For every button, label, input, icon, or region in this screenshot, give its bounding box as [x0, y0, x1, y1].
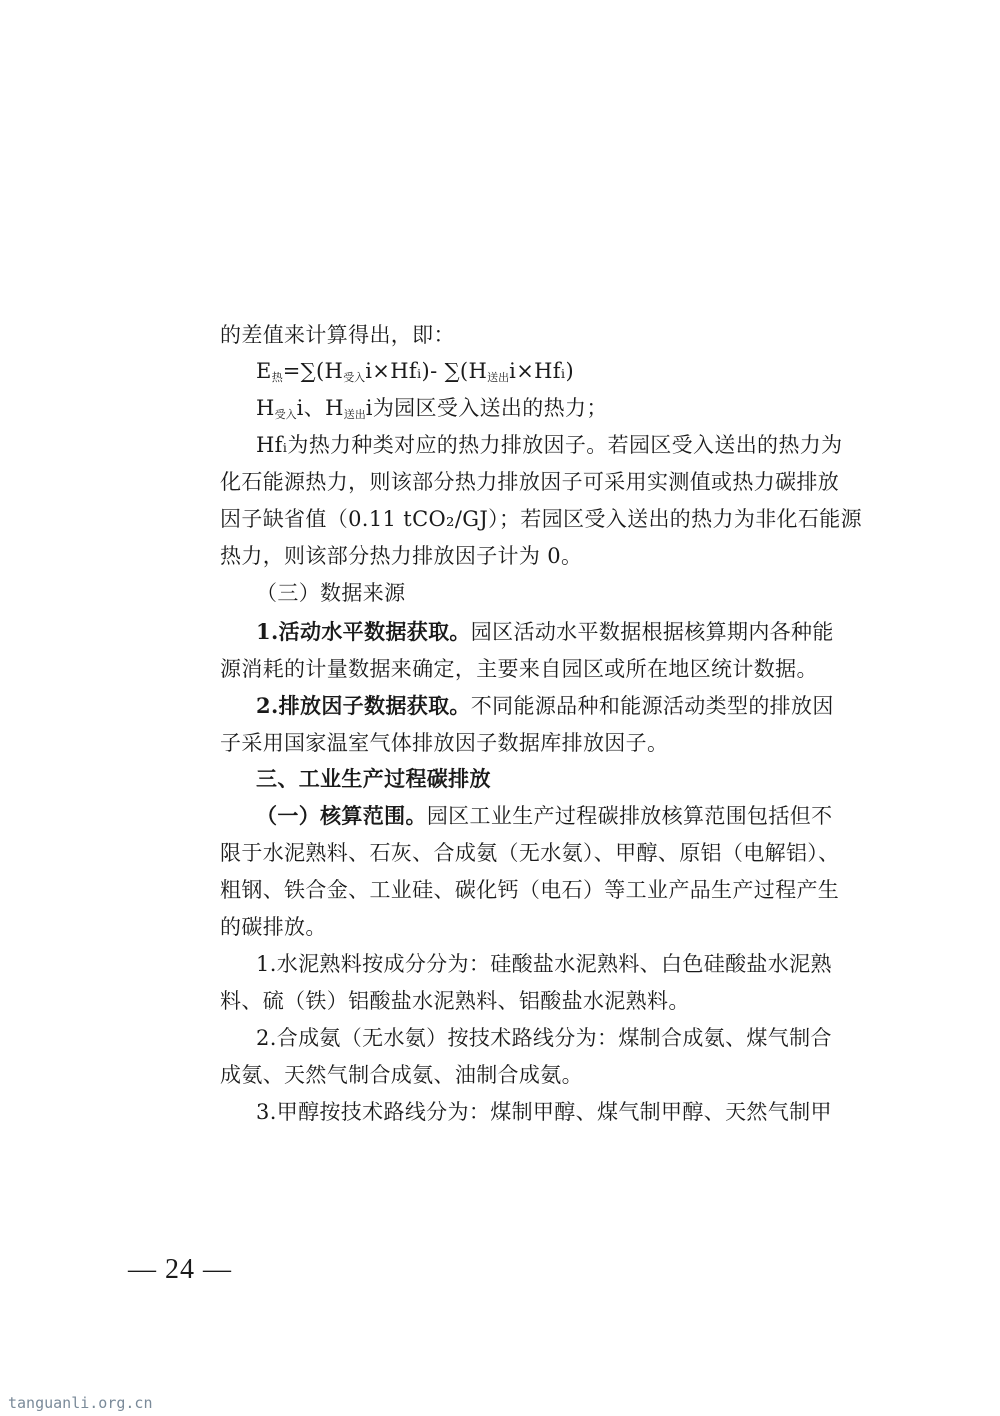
paragraph-line: 的差值来计算得出，即： — [220, 323, 455, 347]
paragraph-line: 1.活动水平数据获取。园区活动水平数据根据核算期内各种能 — [256, 619, 834, 644]
bold-lead: （一）核算范围。 — [256, 803, 427, 828]
paragraph-line: Hfᵢ为热力种类对应的热力排放因子。若园区受入送出的热力为 — [256, 433, 843, 457]
paragraph-line: 子采用国家温室气体排放因子数据库排放因子。 — [220, 731, 669, 755]
emission-formula: $E_热=\sum(H_{受入}i\times Hfᵢ)-$ $\sum(H_{送出}i\times Hfᵢ)$ — [256, 359, 575, 384]
paragraph-line: 2.合成氨（无水氨）按技术路线分为：煤制合成氨、煤气制合 — [256, 1026, 832, 1050]
paragraph-line: 因子缺省值（0.11 tCO₂/GJ）；若园区受入送出的热力为非化石能源 — [220, 507, 862, 531]
paragraph-line: 成氨、天然气制合成氨、油制合成氨。 — [220, 1063, 583, 1087]
bold-lead: 2.排放因子数据获取。 — [256, 693, 471, 718]
section-heading: 三、工业生产过程碳排放 — [256, 767, 491, 791]
paragraph-line: 3.甲醇按技术路线分为：煤制甲醇、煤气制甲醇、天然气制甲 — [256, 1100, 832, 1124]
paragraph-line: 粗钢、铁合金、工业硅、碳化钙（电石）等工业产品生产过程产生 — [220, 878, 840, 902]
paragraph-line: 的碳排放。 — [220, 915, 327, 939]
paragraph-line: 1.水泥熟料按成分分为：硅酸盐水泥熟料、白色硅酸盐水泥熟 — [256, 952, 832, 976]
watermark: tanguanli.org.cn — [8, 1394, 153, 1412]
variable-definition: $H_{受入}i$、$H_{送出}i$为园区受入送出的热力； — [256, 396, 608, 421]
paragraph-line: 化石能源热力，则该部分热力排放因子可采用实测值或热力碳排放 — [220, 470, 840, 494]
bold-lead: 1.活动水平数据获取。 — [256, 619, 471, 644]
paragraph-line: 2.排放因子数据获取。不同能源品种和能源活动类型的排放因 — [256, 693, 834, 718]
paragraph-line: （一）核算范围。园区工业生产过程碳排放核算范围包括但不 — [256, 803, 833, 828]
page-number: — 24 — — [128, 1254, 232, 1285]
section-subheading: （三）数据来源 — [256, 581, 406, 605]
paragraph-line: 料、硫（铁）铝酸盐水泥熟料、铝酸盐水泥熟料。 — [220, 989, 690, 1013]
paragraph-line: 限于水泥熟料、石灰、合成氨（无水氨）、甲醇、原铝（电解铝）、 — [220, 841, 840, 865]
paragraph-line: 热力，则该部分热力排放因子计为 0。 — [220, 544, 583, 568]
paragraph-line: 源消耗的计量数据来确定，主要来自园区或所在地区统计数据。 — [220, 657, 818, 681]
